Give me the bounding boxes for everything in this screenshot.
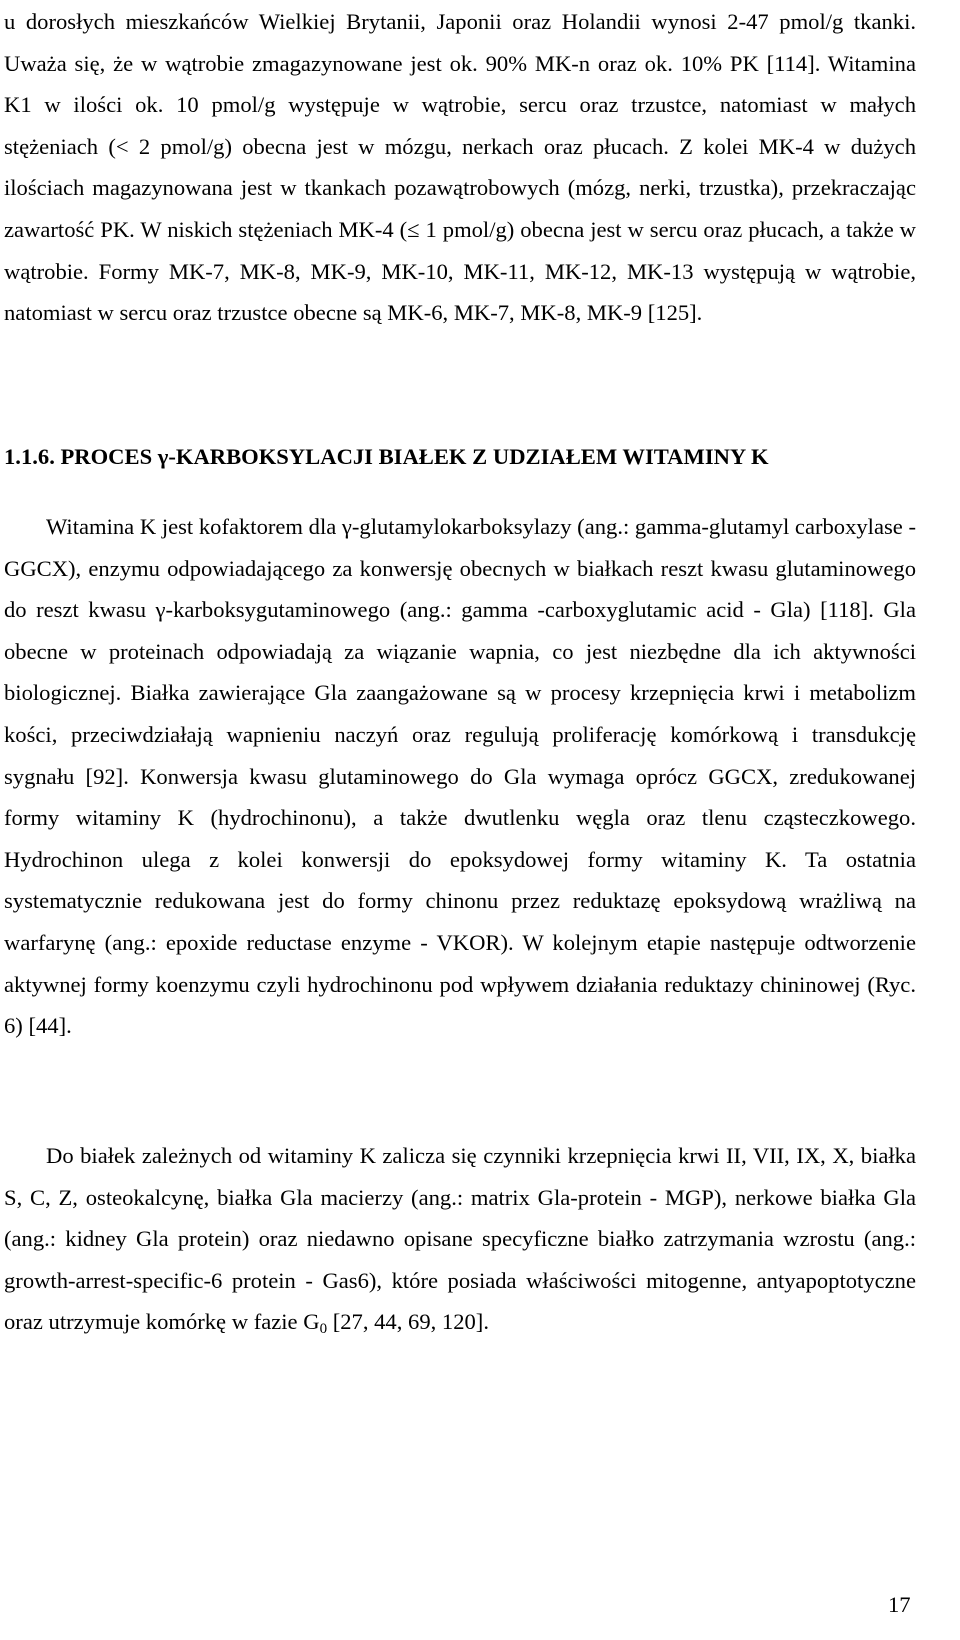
section-heading: 1.1.6. PROCES γ-KARBOKSYLACJI BIAŁEK Z UDZIAŁEM WITAMINY K: [4, 444, 769, 469]
paragraph-text: Do białek zależnych od witaminy K zalicza się czynniki krzepnięcia krwi II, VII, IX, X, białka S, C, Z, osteokalcynę, białka Gla macierzy (ang.: matrix Gla-protein - MGP), nerkowe białka Gla (ang.: kidney Gla protein) oraz niedawno opisane specyficzne białko zatrzymania wzrostu (ang.: growth-arrest-specific-6 protein - Gas6), które posiada właściwości mitogenne, antyapoptotyczne oraz utrzymuje komórkę w fazie G: [4, 1143, 916, 1335]
body-paragraph: [4, 1135, 916, 1343]
body-paragraph: Witamina K jest kofaktorem dla γ-glutamylokarboksylazy (ang.: gamma-glutamyl carboxylase - GGCX), enzymu odpowiadającego za konwersję obecnych w białkach reszt kwasu glutaminowego do reszt kwasu γ-karboksygutaminowego (ang.: gamma -carboxyglutamic acid - Gla) [118]. Gla obecne w proteinach odpowiadają za wiązanie wapnia, co jest niezbędne dla ich aktywności biologicznej. Białka zawierające Gla zaangażowane są w procesy krzepnięcia krwi i metabolizm kości, przeciwdziałają wapnieniu naczyń oraz regulują proliferację komórkową i transdukcję sygnału [92]. Konwersja kwasu glutaminowego do Gla wymaga oprócz GGCX, zredukowanej formy witaminy K (hydrochinonu), a także dwutlenku węgla oraz tlenu cząsteczkowego. Hydrochinon ulega z kolei konwersji do epoksydowej formy witaminy K. Ta ostatnia systematycznie redukowana jest do formy chinonu przez reduktazę epoksydową wrażliwą na warfarynę (ang.: epoxide reductase enzyme - VKOR). W kolejnym etapie następuje odtworzenie aktywnej formy koenzymu czyli hydrochinonu pod wpływem działania reduktazy chininowej (Ryc. 6) [44].: [4, 514, 916, 1039]
body-paragraph: u dorosłych mieszkańców Wielkiej Brytanii, Japonii oraz Holandii wynosi 2-47 pmol/g tkanki. Uważa się, że w wątrobie zmagazynowane jest ok. 90% MK-n oraz ok. 10% PK [114]. Witamina K1 w ilości ok. 10 pmol/g występuje w wątrobie, sercu oraz trzustce, natomiast w małych stężeniach (< 2 pmol/g) obecna jest w mózgu, nerkach oraz płucach. Z kolei MK-4 w dużych ilościach magazynowana jest w tkankach pozawątrobowych (mózg, nerki, trzustka), przekraczając zawartość PK. W niskich stężeniach MK-4 (≤ 1 pmol/g) obecna jest w sercu oraz płucach, a także w wątrobie. Formy MK-7, MK-8, MK-9, MK-10, MK-11, MK-12, MK-13 występują w wątrobie, natomiast w sercu oraz trzustce obecne są MK-6, MK-7, MK-8, MK-9 [125].: [4, 9, 916, 326]
page-number: 17: [888, 1592, 911, 1617]
paragraph-text-end: [27, 44, 69, 120].: [327, 1309, 489, 1335]
subscript-text: 0: [319, 1321, 328, 1338]
